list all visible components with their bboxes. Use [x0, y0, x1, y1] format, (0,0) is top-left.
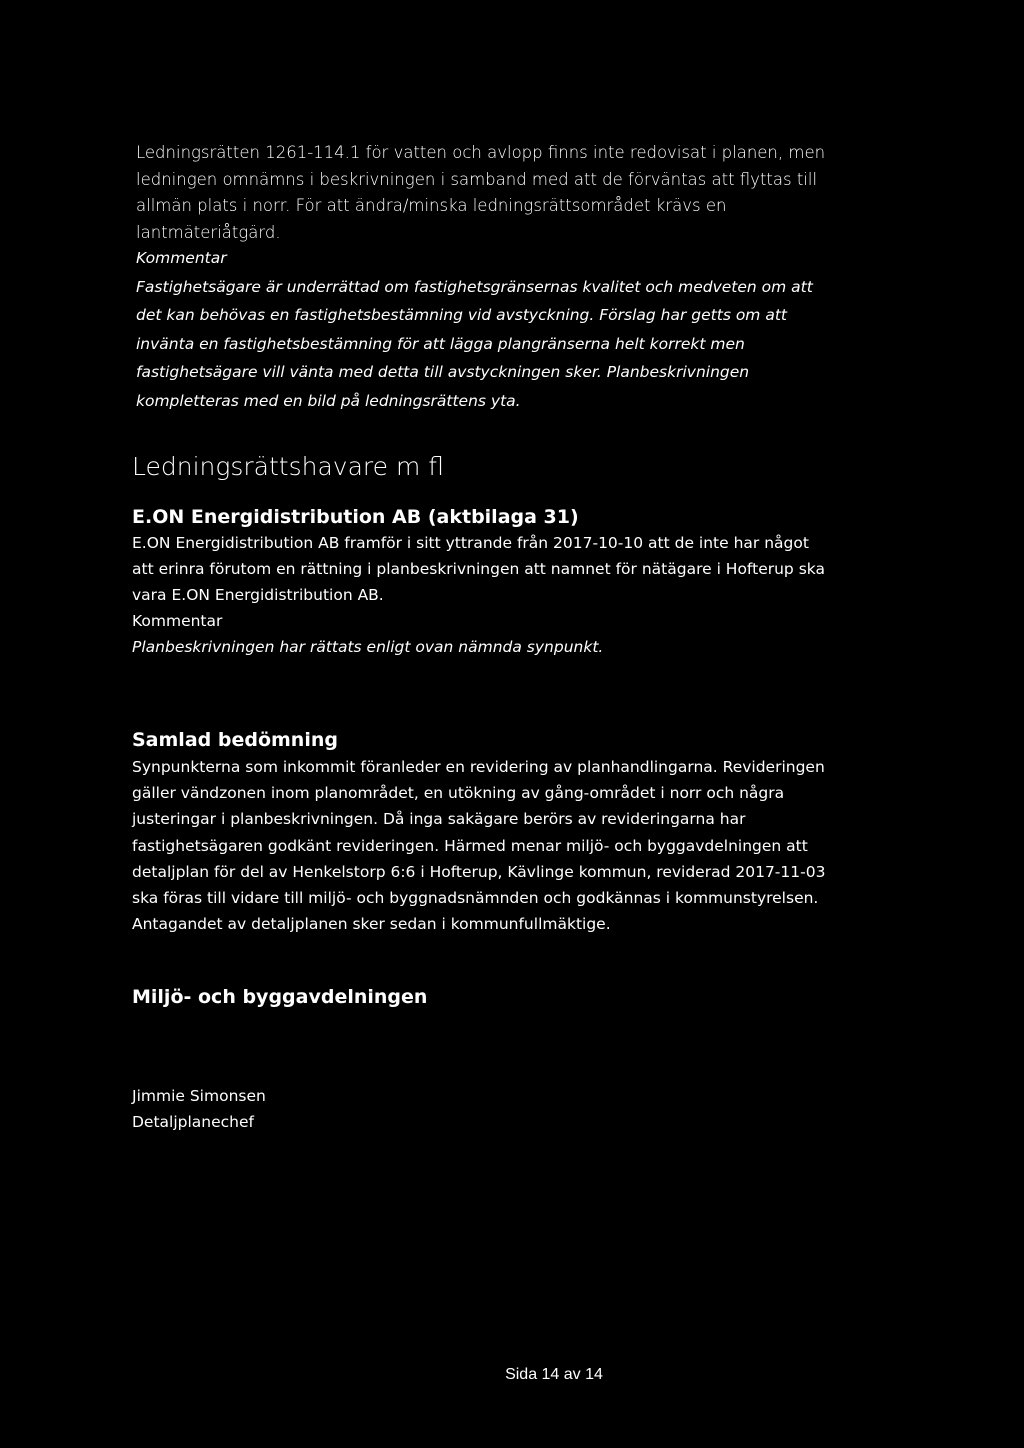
section-heading-ledningsrattshavare: Ledningsrättshavare m fl — [132, 452, 445, 481]
eon-comment-text: Planbeskrivningen har rättats enligt ovan nämnda synpunkt. — [132, 638, 604, 656]
comment-label: Kommentar — [136, 249, 227, 267]
comment-text: Fastighetsägare är underrättad om fastighetsgränsernas kvalitet och medveten om att det kan behövas en fastighetsbestämning vid avstyckning. Förslag har getts om att invänta en fastighetsbestämning för att lägga plangränserna helt korrekt men fastighetsägare vill vänta med detta till avstyckningen sker. Planbeskrivningen kompletteras med en bild på ledningsrättens yta. — [136, 277, 813, 410]
eon-title: E.ON Energidistribution AB (aktbilaga 31) — [132, 506, 579, 528]
samlad-heading: Samlad bedömning — [132, 729, 338, 751]
intro-paragraph: Ledningsrätten 1261-114.1 för vatten och avlopp finns inte redovisat i planen, men ledningen omnämns i beskrivningen i samband med att de förväntas att flyttas till allmän plats i norr. För att ändra/minska ledningsrättsområdet krävs en lantmäteriåtgärd. — [136, 143, 826, 242]
page-number: Sida 14 av 14 — [505, 1366, 603, 1383]
department-heading: Miljö- och byggavdelningen — [132, 986, 428, 1008]
comment-block — [136, 244, 826, 415]
eon-body — [132, 530, 832, 660]
eon-comment-label: Kommentar — [132, 612, 223, 630]
eon-text: E.ON Energidistribution AB framför i sitt yttrande från 2017-10-10 att de inte har något att erinra förutom en rättning i planbeskrivningen att namnet för nätägare i Hofterup ska vara E.ON Energidistribution AB. — [132, 534, 825, 604]
signature-name: Jimmie Simonsen — [132, 1087, 266, 1105]
signature-block — [132, 1083, 266, 1135]
signature-role: Detaljplanechef — [132, 1113, 255, 1131]
samlad-text: Synpunkterna som inkommit föranleder en revidering av planhandlingarna. Revideringen gäller vändzonen inom planområdet, en utökning av gång-området i norr och några justeringar i planbeskrivningen. Då inga sakägare berörs av revideringarna har fastighetsägaren godkänt revideringen. Härmed menar miljö- och byggavdelningen att detaljplan för del av Henkelstorp 6:6 i Hofterup, Kävlinge kommun, reviderad 2017-11-03 ska föras till vidare till miljö- och byggnadsnämnden och godkännas i kommunstyrelsen. Antagandet av detaljplanen sker sedan i kommunfullmäktige. — [132, 758, 826, 934]
